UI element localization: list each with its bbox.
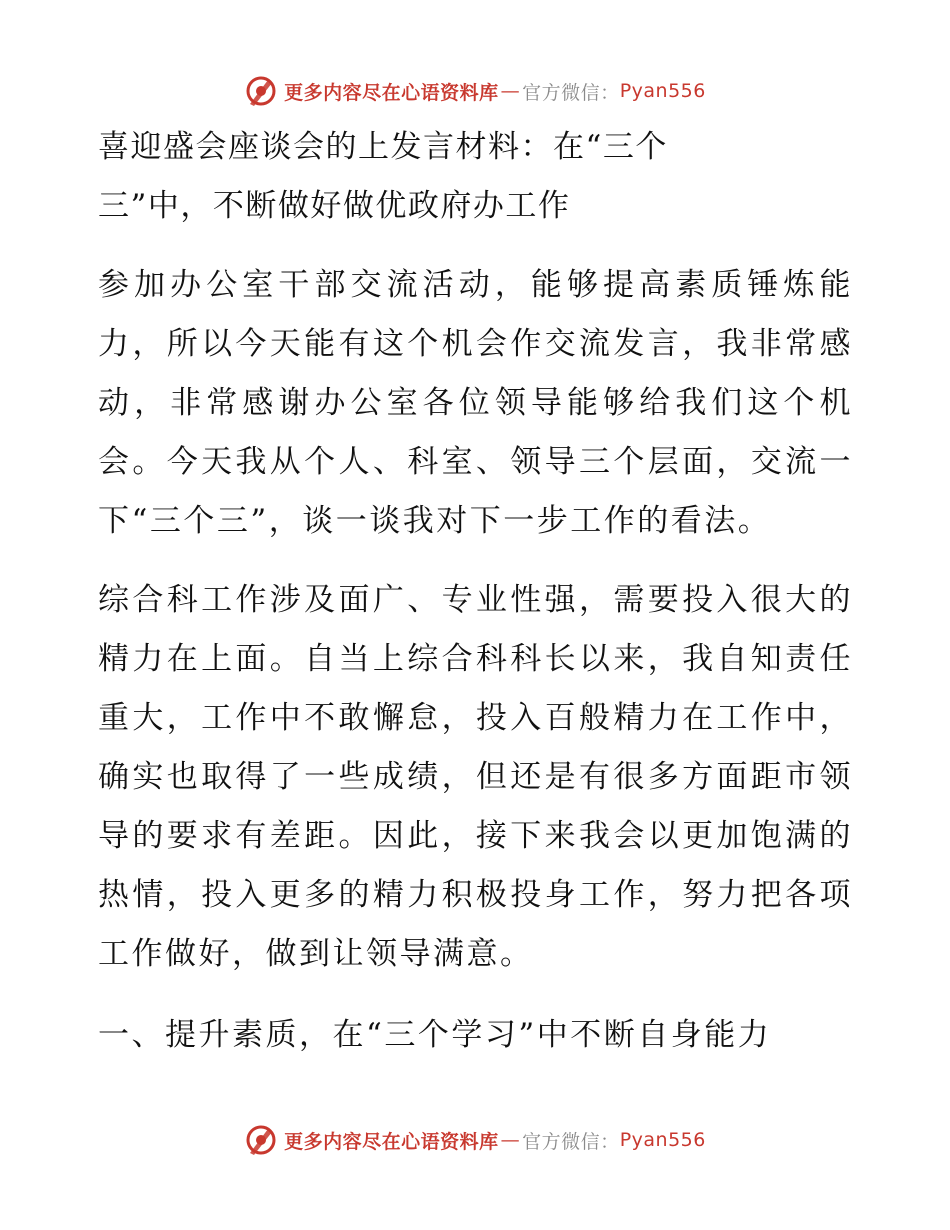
watermark-dash: —	[500, 80, 521, 102]
watermark-brand: 更多内容尽在心语资料库	[284, 81, 499, 104]
watermark-id: Pyan556	[619, 80, 706, 102]
document-title: 喜迎盛会座谈会的上发言材料：在“三个三”中，不断做好做优政府办工作	[98, 129, 668, 224]
pen-circle-logo-icon	[244, 1123, 278, 1157]
document-body	[98, 118, 853, 1065]
watermark-id: Pyan556	[619, 1129, 706, 1151]
section-heading: 一、提升素质，在“三个学习”中不断自身能力	[98, 1017, 772, 1053]
footer-watermark	[0, 1120, 950, 1160]
header-watermark	[0, 71, 950, 111]
paragraph-work: 综合科工作涉及面广、专业性强，需要投入很大的精力在上面。自当上综合科科长以来，我自知责任重大，工作中不敢懈怠，投入百般精力在工作中，确实也取得了一些成绩，但还是有很多方面距市领导的要求有差距。因此，接下来我会以更加饱满的热情，投入更多的精力积极投身工作，努力把各项工作做好，做到让领导满意。	[98, 582, 853, 972]
paragraph-intro: 参加办公室干部交流活动，能够提高素质锤炼能力，所以今天能有这个机会作交流发言，我非常感动，非常感谢办公室各位领导能够给我们这个机会。今天我从个人、科室、领导三个层面，交流一下“三个三”，谈一谈我对下一步工作的看法。	[98, 267, 853, 539]
watermark-brand: 更多内容尽在心语资料库	[284, 1130, 499, 1153]
watermark-label: 官方微信：	[522, 1130, 620, 1153]
pen-circle-logo-icon	[244, 74, 278, 108]
watermark-dash: —	[500, 1129, 521, 1151]
watermark-label: 官方微信：	[522, 81, 620, 104]
